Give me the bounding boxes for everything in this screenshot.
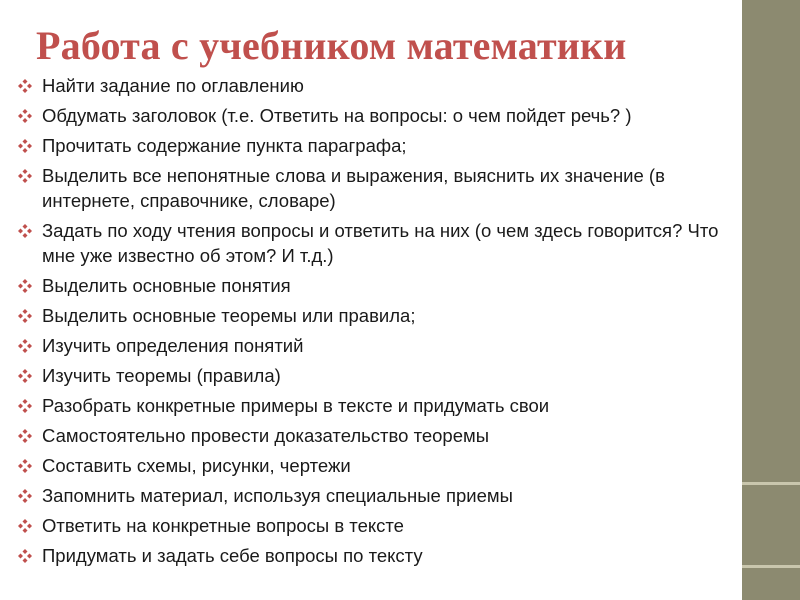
list-item-text: Выделить основные теоремы или правила;: [42, 305, 416, 326]
list-item-text: Выделить основные понятия: [42, 275, 291, 296]
list-item: [18, 218, 738, 268]
list-item: [18, 513, 738, 538]
list-item-text: Обдумать заголовок (т.е. Ответить на вопросы: о чем пойдет речь? ): [42, 105, 632, 126]
list-item: [18, 543, 738, 568]
four-diamond-bullet-icon: [18, 279, 32, 293]
list-item-text: Найти задание по оглавлению: [42, 75, 304, 96]
list-item: [18, 423, 738, 448]
list-item-text: Составить схемы, рисунки, чертежи: [42, 455, 351, 476]
four-diamond-bullet-icon: [18, 489, 32, 503]
list-item-text: Изучить определения понятий: [42, 335, 304, 356]
list-item: [18, 483, 738, 508]
four-diamond-bullet-icon: [18, 139, 32, 153]
four-diamond-bullet-icon: [18, 549, 32, 563]
list-item: [18, 303, 738, 328]
list-item-text: Самостоятельно провести доказательство теоремы: [42, 425, 490, 446]
four-diamond-bullet-icon: [18, 459, 32, 473]
list-item: [18, 333, 738, 358]
four-diamond-bullet-icon: [18, 169, 32, 183]
four-diamond-bullet-icon: [18, 519, 32, 533]
list-item-text: Выделить все непонятные слова и выражения, выяснить их значение (в интернете, справочнике, словаре): [42, 165, 665, 211]
list-item: [18, 73, 738, 98]
list-item-text: Придумать и задать себе вопросы по тексту: [42, 545, 423, 566]
decorative-side-band: [742, 0, 800, 600]
list-item-text: Разобрать конкретные примеры в тексте и придумать свои: [42, 395, 550, 416]
four-diamond-bullet-icon: [18, 339, 32, 353]
four-diamond-bullet-icon: [18, 109, 32, 123]
list-item-text: Задать по ходу чтения вопросы и ответить на них (о чем здесь говорится? Что мне уже известно об этом? И т.д.): [42, 220, 719, 266]
list-item-text: Прочитать содержание пункта параграфа;: [42, 135, 407, 156]
four-diamond-bullet-icon: [18, 429, 32, 443]
four-diamond-bullet-icon: [18, 79, 32, 93]
list-item: [18, 273, 738, 298]
list-item-text: Изучить теоремы (правила): [42, 365, 281, 386]
decorative-stripe: [742, 482, 800, 485]
list-item: [18, 133, 738, 158]
slide-title: Работа с учебником математики: [36, 23, 627, 68]
list-item: [18, 393, 738, 418]
bullet-list: [18, 73, 738, 573]
list-item: [18, 363, 738, 388]
list-item: [18, 103, 738, 128]
four-diamond-bullet-icon: [18, 369, 32, 383]
decorative-stripe: [742, 565, 800, 568]
four-diamond-bullet-icon: [18, 309, 32, 323]
list-item-text: Ответить на конкретные вопросы в тексте: [42, 515, 404, 536]
four-diamond-bullet-icon: [18, 224, 32, 238]
list-item: [18, 453, 738, 478]
list-item-text: Запомнить материал, используя специальные приемы: [42, 485, 513, 506]
four-diamond-bullet-icon: [18, 399, 32, 413]
list-item: [18, 163, 738, 213]
